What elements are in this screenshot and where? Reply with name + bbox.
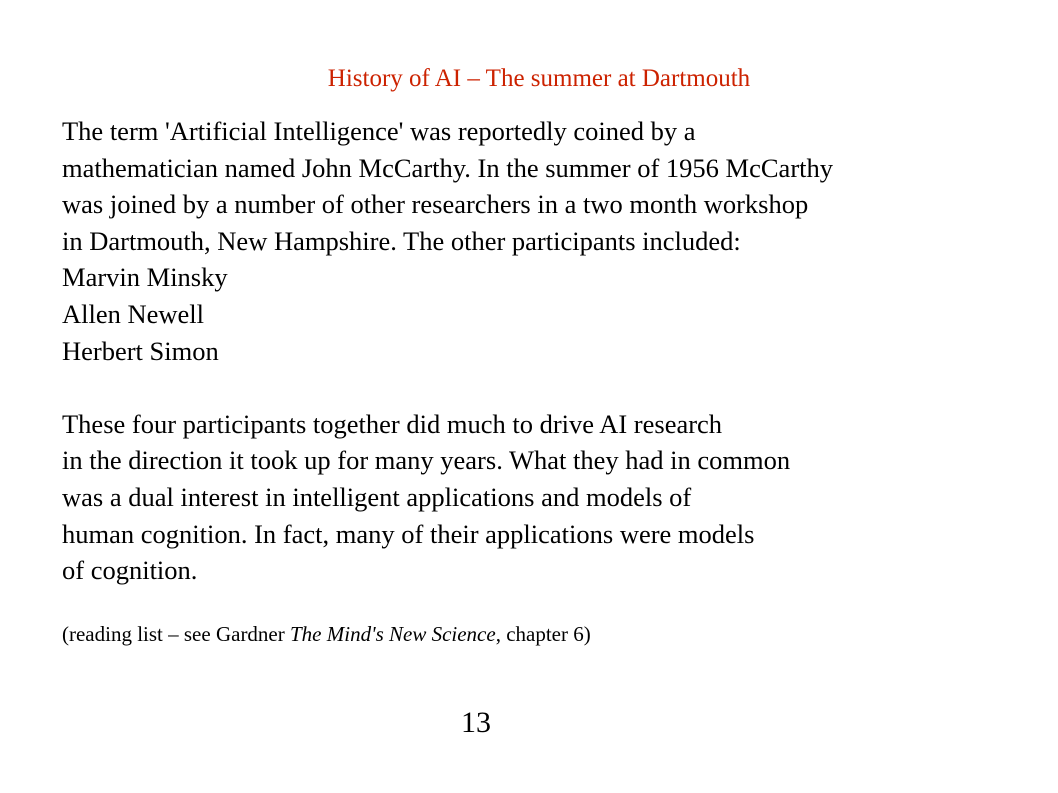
page-number: 13 <box>461 706 491 739</box>
slide-title: History of AI – The summer at Dartmouth <box>327 65 751 92</box>
participant-name: Herbert Simon <box>62 335 219 366</box>
body-line: in Dartmouth, New Hampshire. The other participants included: <box>62 225 741 256</box>
body-line: mathematician named John McCarthy. In the summer of 1956 McCarthy <box>62 152 834 183</box>
body-line: human cognition. In fact, many of their applications were models <box>62 518 755 549</box>
slide-body <box>62 113 833 589</box>
participant-name: Marvin Minsky <box>62 262 228 293</box>
paragraph-gap <box>62 369 833 406</box>
body-line: These four participants together did much to drive AI research <box>62 408 723 439</box>
participant-name: Allen Newell <box>62 298 205 329</box>
body-line: The term 'Artificial Intelligence' was reportedly coined by a <box>62 116 696 146</box>
body-line: in the direction it took up for many years. What they had in common <box>62 445 791 476</box>
body-line: was joined by a number of other researchers in a two month workshop <box>62 189 809 220</box>
reading-list-note <box>62 620 591 648</box>
body-line: was a dual interest in intelligent applications and models of <box>62 481 692 512</box>
reading-book-title: The Mind's New Science <box>290 622 496 646</box>
reading-note-suffix: , chapter 6) <box>495 622 591 646</box>
reading-note-prefix: (reading list – see Gardner <box>62 622 290 646</box>
body-line: of cognition. <box>62 555 198 586</box>
